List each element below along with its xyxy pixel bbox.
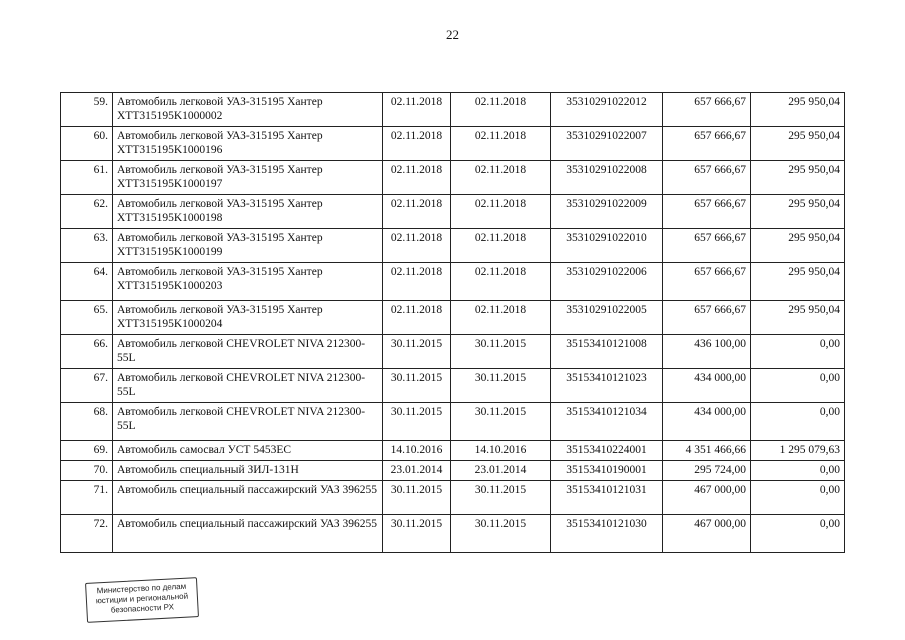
stamp-line: безопасности РХ [110,602,175,615]
row-number: 65. [61,301,113,335]
page-number: 22 [446,27,459,42]
residual-value: 0,00 [751,403,845,441]
inventory-number: 35153410121023 [551,369,663,403]
table-row [61,515,845,553]
book-value: 657 666,67 [663,301,751,335]
residual-value: 295 950,04 [751,229,845,263]
acquisition-date: 30.11.2015 [383,335,451,369]
row-number: 66. [61,335,113,369]
residual-value: 295 950,04 [751,195,845,229]
inventory-number: 35310291022010 [551,229,663,263]
commission-date: 02.11.2018 [451,195,551,229]
asset-name: Автомобиль легковой УАЗ-315195 Хантер XTT315195K1000199 [113,229,383,263]
inventory-number: 35310291022006 [551,263,663,301]
asset-name: Автомобиль специальный пассажирский УАЗ 396255 [113,481,383,515]
row-number: 69. [61,441,113,461]
acquisition-date: 14.10.2016 [383,441,451,461]
row-number: 72. [61,515,113,553]
table-row [61,195,845,229]
row-number: 67. [61,369,113,403]
row-number: 64. [61,263,113,301]
acquisition-date: 30.11.2015 [383,515,451,553]
acquisition-date: 02.11.2018 [383,93,451,127]
asset-name: Автомобиль легковой CHEVROLET NIVA 212300-55L [113,369,383,403]
row-number: 62. [61,195,113,229]
commission-date: 30.11.2015 [451,515,551,553]
book-value: 467 000,00 [663,481,751,515]
inventory-number: 35153410121031 [551,481,663,515]
ministry-stamp [85,577,199,623]
table-row [61,369,845,403]
row-number: 63. [61,229,113,263]
row-number: 59. [61,93,113,127]
book-value: 436 100,00 [663,335,751,369]
book-value: 657 666,67 [663,127,751,161]
book-value: 657 666,67 [663,229,751,263]
book-value: 467 000,00 [663,515,751,553]
table-row [61,93,845,127]
acquisition-date: 02.11.2018 [383,161,451,195]
acquisition-date: 02.11.2018 [383,229,451,263]
book-value: 434 000,00 [663,403,751,441]
commission-date: 02.11.2018 [451,127,551,161]
book-value: 434 000,00 [663,369,751,403]
inventory-number: 35153410121034 [551,403,663,441]
asset-table [60,92,845,553]
commission-date: 02.11.2018 [451,301,551,335]
residual-value: 0,00 [751,481,845,515]
table-row [61,403,845,441]
residual-value: 295 950,04 [751,93,845,127]
table-row [61,127,845,161]
residual-value: 0,00 [751,515,845,553]
inventory-number: 35310291022008 [551,161,663,195]
table-row [61,441,845,461]
asset-name: Автомобиль специальный пассажирский УАЗ 396255 [113,515,383,553]
residual-value: 295 950,04 [751,301,845,335]
commission-date: 30.11.2015 [451,403,551,441]
row-number: 71. [61,481,113,515]
inventory-number: 35310291022012 [551,93,663,127]
residual-value: 1 295 079,63 [751,441,845,461]
commission-date: 02.11.2018 [451,229,551,263]
table-row [61,229,845,263]
row-number: 68. [61,403,113,441]
asset-name: Автомобиль легковой УАЗ-315195 Хантер XTT315195K1000196 [113,127,383,161]
acquisition-date: 30.11.2015 [383,403,451,441]
asset-name: Автомобиль специальный ЗИЛ-131Н [113,461,383,481]
acquisition-date: 02.11.2018 [383,301,451,335]
asset-name: Автомобиль легковой УАЗ-315195 Хантер XTT315195K1000002 [113,93,383,127]
inventory-number: 35153410224001 [551,441,663,461]
residual-value: 295 950,04 [751,263,845,301]
inventory-number: 35310291022007 [551,127,663,161]
residual-value: 0,00 [751,369,845,403]
table-row [61,161,845,195]
asset-name: Автомобиль легковой УАЗ-315195 Хантер XTT315195K1000197 [113,161,383,195]
commission-date: 30.11.2015 [451,335,551,369]
inventory-number: 35310291022009 [551,195,663,229]
acquisition-date: 23.01.2014 [383,461,451,481]
residual-value: 0,00 [751,335,845,369]
commission-date: 30.11.2015 [451,369,551,403]
stamp-line: Министерство по делам [96,581,187,596]
acquisition-date: 30.11.2015 [383,369,451,403]
inventory-number: 35310291022005 [551,301,663,335]
asset-name: Автомобиль легковой УАЗ-315195 Хантер XTT315195K1000204 [113,301,383,335]
commission-date: 02.11.2018 [451,263,551,301]
inventory-number: 35153410121008 [551,335,663,369]
table-row [61,481,845,515]
commission-date: 02.11.2018 [451,161,551,195]
asset-name: Автомобиль легковой УАЗ-315195 Хантер XTT315195K1000203 [113,263,383,301]
table-row [61,335,845,369]
commission-date: 14.10.2016 [451,441,551,461]
asset-name: Автомобиль самосвал УСТ 5453ЕС [113,441,383,461]
table-row [61,301,845,335]
residual-value: 0,00 [751,461,845,481]
inventory-number: 35153410121030 [551,515,663,553]
residual-value: 295 950,04 [751,161,845,195]
inventory-number: 35153410190001 [551,461,663,481]
asset-name: Автомобиль легковой CHEVROLET NIVA 212300-55L [113,403,383,441]
acquisition-date: 02.11.2018 [383,195,451,229]
acquisition-date: 02.11.2018 [383,263,451,301]
stamp-line: юстиции и региональной [95,591,189,606]
acquisition-date: 30.11.2015 [383,481,451,515]
table-row [61,461,845,481]
book-value: 657 666,67 [663,263,751,301]
book-value: 657 666,67 [663,93,751,127]
table-row [61,263,845,301]
book-value: 657 666,67 [663,195,751,229]
book-value: 657 666,67 [663,161,751,195]
asset-name: Автомобиль легковой CHEVROLET NIVA 212300-55L [113,335,383,369]
commission-date: 02.11.2018 [451,93,551,127]
book-value: 295 724,00 [663,461,751,481]
acquisition-date: 02.11.2018 [383,127,451,161]
residual-value: 295 950,04 [751,127,845,161]
book-value: 4 351 466,66 [663,441,751,461]
row-number: 60. [61,127,113,161]
commission-date: 30.11.2015 [451,481,551,515]
row-number: 70. [61,461,113,481]
commission-date: 23.01.2014 [451,461,551,481]
row-number: 61. [61,161,113,195]
asset-name: Автомобиль легковой УАЗ-315195 Хантер XTT315195K1000198 [113,195,383,229]
